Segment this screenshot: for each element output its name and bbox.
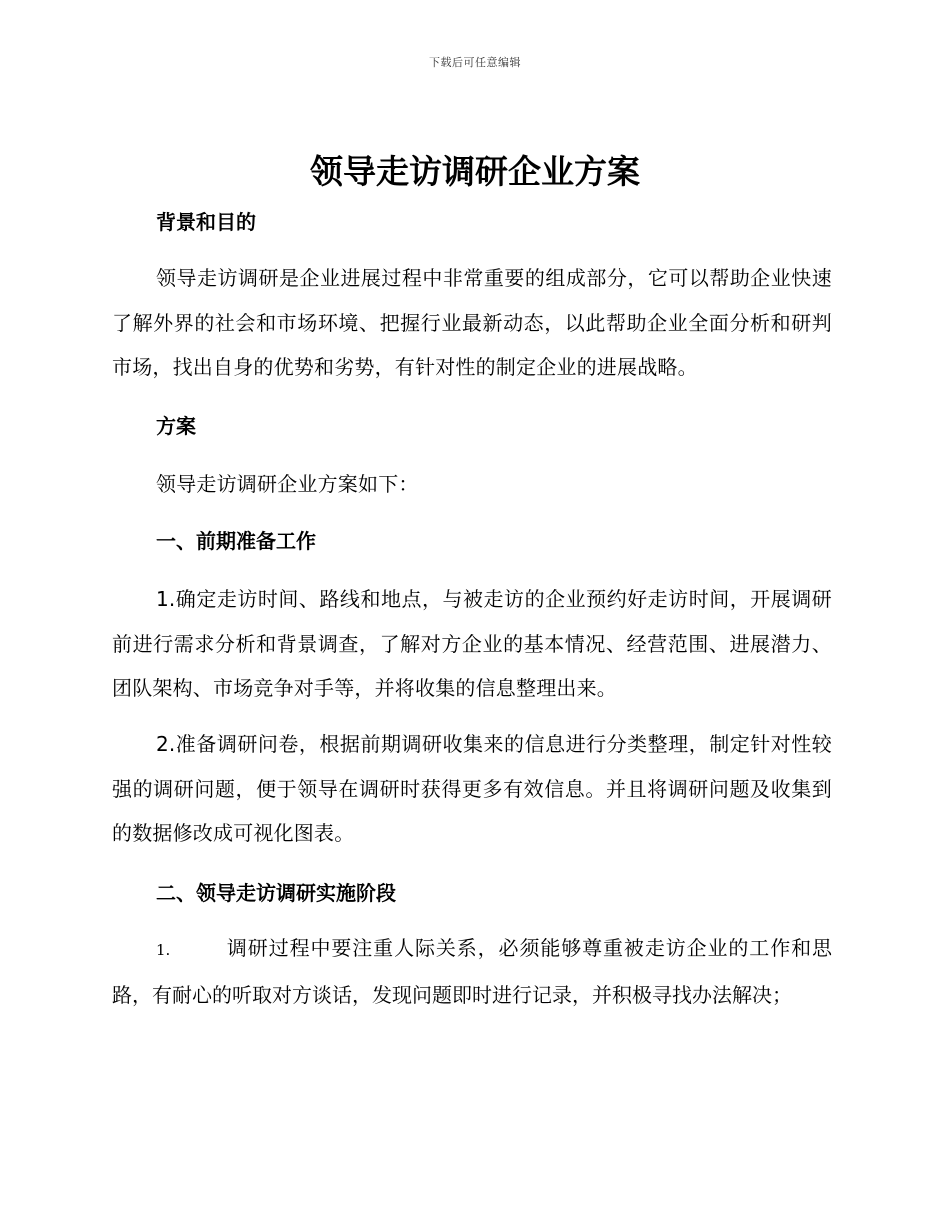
paragraph-phase1-item1: 1.确定走访时间、路线和地点，与被走访的企业预约好走访时间，开展调研前进行需求分析和背景调查，了解对方企业的基本情况、经营范围、进展潜力、团队架构、市场竞争对手等，并将收集的信息整理出来。	[112, 587, 832, 700]
list-item-number: 1.	[156, 941, 171, 959]
section-phase1-heading-block	[112, 527, 832, 555]
section-heading-phase1: 一、前期准备工作	[156, 529, 316, 553]
section-background-body	[112, 256, 832, 390]
paragraph-background: 领导走访调研是企业进展过程中非常重要的组成部分，它可以帮助企业快速了解外界的社会和市场环境、把握行业最新动态，以此帮助企业全面分析和研判市场，找出自身的优势和劣势，有针对性的制定企业的进展战略。	[112, 266, 832, 379]
section-plan-intro-block	[112, 462, 832, 507]
paragraph-plan-intro: 领导走访调研企业方案如下：	[156, 472, 419, 496]
section-phase2-heading-block	[112, 879, 832, 907]
section-plan-heading-block	[112, 412, 832, 440]
section-heading-background: 背景和目的	[156, 210, 256, 234]
list-item-text: 调研过程中要注重人际关系，必须能够尊重被走访企业的工作和思路，有耐心的听取对方谈话，发现问题即时进行记录，并积极寻找办法解决；	[112, 936, 832, 1007]
document-title: 领导走访调研企业方案	[310, 152, 640, 191]
section-background-heading-block	[112, 208, 832, 236]
paragraph-phase1-item2: 2.准备调研问卷，根据前期调研收集来的信息进行分类整理，制定针对性较强的调研问题，便于领导在调研时获得更多有效信息。并且将调研问题及收集到的数据修改成可视化图表。	[112, 732, 832, 845]
section-phase1-item1-block	[112, 577, 832, 711]
section-phase2-item1-block	[112, 926, 832, 1017]
page-header-note: 下载后可任意编辑	[429, 56, 521, 69]
section-heading-phase2: 二、领导走访调研实施阶段	[156, 881, 396, 905]
list-item-phase2-1	[112, 926, 832, 1017]
section-phase1-item2-block	[112, 722, 832, 856]
section-heading-plan: 方案	[156, 414, 196, 438]
